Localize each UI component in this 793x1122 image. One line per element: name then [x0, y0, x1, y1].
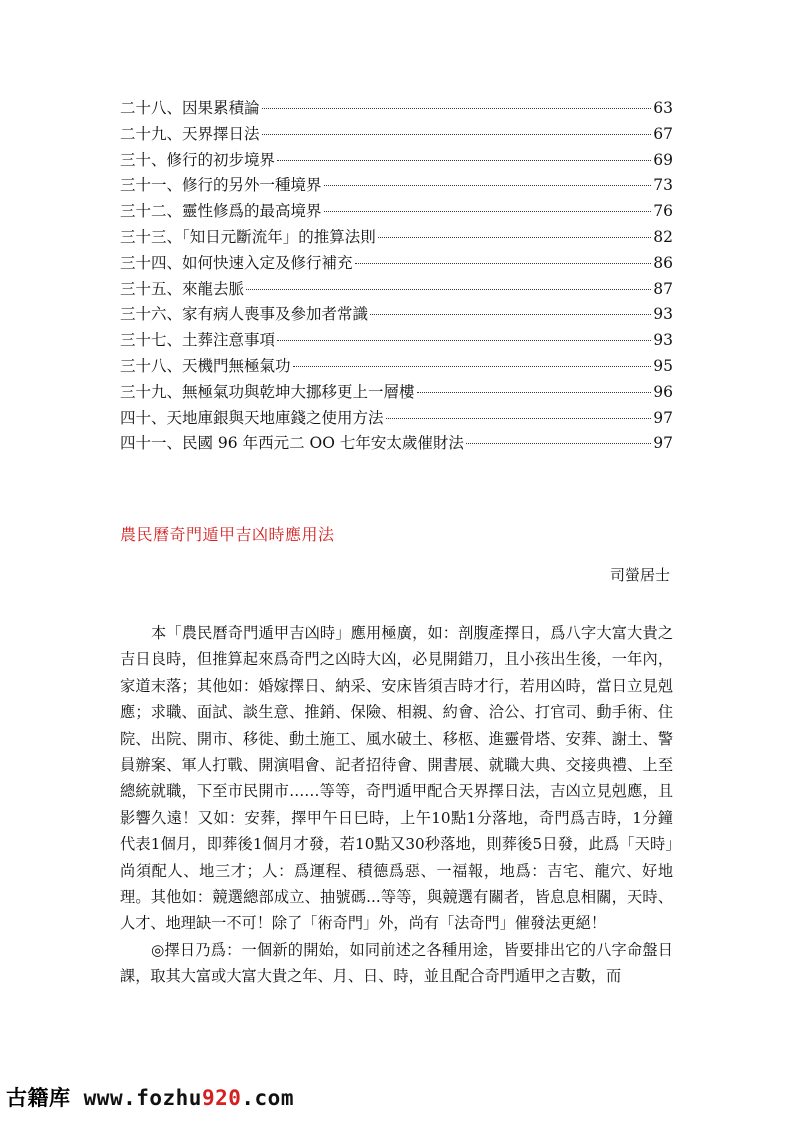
toc-entry[interactable] — [120, 380, 673, 406]
toc-entry-title: 二十八、因果累積論 — [120, 99, 260, 117]
toc-leader-dots — [324, 184, 652, 186]
section-title: 農民曆奇門遁甲吉凶時應用法 — [120, 525, 335, 544]
footer-site-number: 920 — [201, 1086, 242, 1110]
toc-leader-dots — [246, 288, 651, 290]
toc-entry-title: 三十八、天機門無極氣功 — [120, 356, 291, 375]
toc-entry-page: 96 — [653, 382, 673, 401]
toc-entry-title: 三十四、如何快速入定及修行補充 — [120, 253, 353, 272]
toc-entry[interactable] — [120, 199, 673, 225]
toc-entry[interactable] — [120, 225, 673, 251]
toc-entry[interactable] — [120, 122, 673, 148]
toc-leader-dots — [277, 159, 651, 161]
toc-entry[interactable] — [120, 277, 673, 303]
toc-entry[interactable] — [120, 328, 673, 354]
footer-watermark — [6, 1082, 294, 1112]
toc-entry-title: 二十九、天界擇日法 — [120, 124, 260, 143]
toc-entry[interactable] — [120, 431, 673, 457]
toc-entry-page: 63 — [653, 99, 673, 117]
toc-entry-title: 三十二、靈性修爲的最高境界 — [120, 202, 322, 221]
paragraph: 本「農民曆奇門遁甲吉凶時」應用極廣，如：剖腹產擇日，爲八字大富大貴之吉日良時，但推算起來爲奇門之凶時大凶，必見開錯刀，且小孩出生後，一年內，家道末落；其他如：婚嫁擇日、納采、安床皆須吉時才行，若用凶時，當日立見剋應；求職、面試、談生意、推銷、保險、相親、約會、洽公、打官司、動手術、住院、出院、開市、移徙、動土施工、風水破土、移柩、進靈骨塔、安葬、謝土、警員辦案、軍人打戰、開演唱會、記者招待會、開書展、就職大典、交接典禮、上至總統就職，下至市民開市……等等，奇門遁甲配合天界擇日法，吉凶立見剋應，且影響久遠！又如：安葬，擇甲午日巳時，上午10點1分落地，奇門爲吉時，1分鐘代表1個月，即葬後1個月才發，若10點又30秒落地，則葬後5日發，此爲「天時」尚須配人、地三才；人：爲運程、積德爲惡、一福報，地爲：吉宅、龍穴、好地理。其他如：競選總部成立、抽號碼...等等，與競選有關者，皆息息相關，天時、人才、地理缺一不可！除了「術奇門」外，尚有「法奇門」催發法更絕！ — [120, 624, 673, 933]
toc-entry-page: 95 — [653, 356, 673, 375]
toc-entry-page: 87 — [653, 279, 673, 298]
toc-leader-dots — [324, 210, 652, 212]
toc-leader-dots — [262, 133, 652, 135]
footer-site-suffix: .com — [241, 1086, 294, 1110]
toc-entry-title: 三十一、修行的另外一種境界 — [120, 176, 322, 195]
toc-entry-title: 三十、修行的初步境界 — [120, 150, 276, 169]
toc-entry-title: 三十九、無極氣功與乾坤大挪移更上一層樓 — [120, 382, 415, 401]
toc-entry-title: 三十三、「知日元斷流年」的推算法則 — [120, 227, 376, 246]
toc-leader-dots — [417, 391, 652, 393]
toc-entry-page: 97 — [653, 434, 673, 453]
paragraph: ◎擇日乃爲：一個新的開始，如同前述之各種用途，皆要排出它的八字命盤日課，取其大富或大富大貴之年、月、日、時，並且配合奇門遁甲之吉數，而 — [120, 940, 673, 986]
toc-entry-title: 四十、天地庫銀與天地庫錢之使用方法 — [120, 408, 384, 427]
toc-entry[interactable] — [120, 173, 673, 199]
toc-entry-page: 86 — [653, 253, 673, 272]
toc-leader-dots — [262, 107, 652, 109]
toc-entry-page: 76 — [653, 202, 673, 221]
footer-brand: 古籍库 — [6, 1086, 71, 1110]
toc-entry-page: 93 — [653, 305, 673, 324]
table-of-contents — [120, 96, 673, 457]
toc-entry-page: 82 — [653, 227, 673, 246]
toc-entry[interactable] — [120, 148, 673, 174]
toc-entry[interactable] — [120, 302, 673, 328]
toc-leader-dots — [466, 442, 651, 444]
footer-site-prefix: www.fozhu — [83, 1086, 202, 1110]
toc-leader-dots — [355, 262, 652, 264]
toc-entry-title: 三十七、土葬注意事項 — [120, 331, 276, 350]
body-text — [120, 620, 673, 990]
toc-entry-title: 四十一、民國 96 年西元二 OO 七年安太歲催財法 — [120, 434, 464, 453]
toc-leader-dots — [293, 365, 652, 367]
toc-entry-title: 三十五、來龍去脈 — [120, 279, 245, 298]
toc-entry[interactable] — [120, 251, 673, 277]
toc-entry-page: 69 — [653, 150, 673, 169]
toc-leader-dots — [386, 417, 652, 419]
toc-entry[interactable] — [120, 354, 673, 380]
toc-entry-page: 67 — [653, 124, 673, 143]
toc-leader-dots — [370, 313, 651, 315]
toc-entry-page: 93 — [653, 331, 673, 350]
toc-entry[interactable] — [120, 406, 673, 432]
toc-entry-title: 三十六、家有病人喪事及參加者常識 — [120, 305, 369, 324]
toc-leader-dots — [277, 339, 651, 341]
toc-entry-page: 97 — [653, 408, 673, 427]
toc-leader-dots — [378, 236, 652, 238]
toc-entry[interactable] — [120, 96, 673, 122]
author-name: 司螢居士 — [609, 566, 670, 584]
toc-entry-page: 73 — [653, 176, 673, 195]
